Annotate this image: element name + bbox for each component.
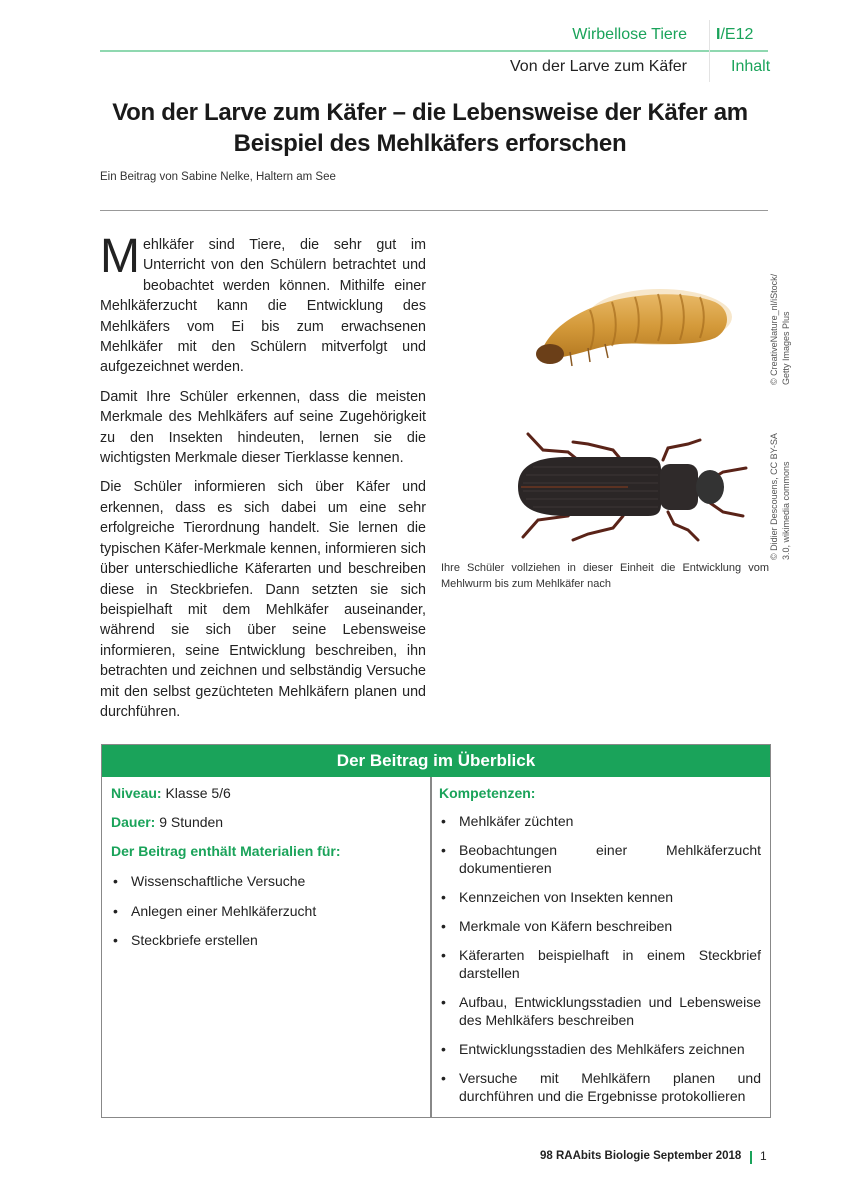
niveau-label: Niveau: (111, 785, 162, 801)
list-item: • Beobachtungen einer Mehlkäferzucht dokumentieren (439, 841, 761, 877)
list-item: • Versuche mit Mehlkäfern planen und durchführen und die Ergebnisse protokollieren (439, 1069, 761, 1105)
title-divider (100, 210, 768, 211)
intro-paragraph: Die Schüler informieren sich über Käfer und erkennen, dass es sich dabei um eine sehr erfolgreiche Tierordnung handelt. Sie lernen die typischen Käfer-Merkmale kennen, informieren sich über unterschiedliche Käferarten und beschreiben diese in Steckbriefen. Dann setzten sie sich beispielhaft mit dem Mehlkäfer auseinander, während sie sich über seine Lebensweise informieren, seine Entwicklung beschreiben, ihn betrachten und zeichnen und selbständig Versuche mit den selbst gezüchteten Mehlkäfern planen und durchführen. (100, 479, 426, 720)
header-code-suffix: /E12 (720, 26, 754, 43)
intro-paragraph: Damit Ihre Schüler erkennen, dass die meisten Merkmale des Mehlkäfers auf seine Zugehörigkeit zu den Insekten hindeuten, lernen sie die wichtigsten Merkmale dieser Tierklasse kennen. (100, 388, 426, 467)
image-caption: Ihre Schüler vollziehen in dieser Einheit die Entwicklung vom Mehlwurm bis zum Mehlkäfer nach (441, 562, 769, 590)
competencies-label: Kompetenzen: (439, 785, 536, 801)
overview-left-column (111, 783, 421, 961)
header-code-prefix: I (716, 26, 721, 43)
materials-list (111, 872, 421, 949)
list-item: • Merkmale von Käfern beschreiben (439, 917, 761, 935)
page-title: Von der Larve zum Käfer – die Lebensweise der Käfer am Beispiel des Mehlkäfers erforschen (112, 99, 748, 157)
intro-text (100, 230, 426, 731)
materials-label: Der Beitrag enthält Materialien für: (111, 843, 341, 859)
beetle-image-credit: © Didier Descouens, CC BY-SA 3.0, wikimedia commons (769, 433, 791, 560)
overview-heading: Der Beitrag im Überblick (102, 745, 770, 777)
mealworm-beetle-image (488, 412, 758, 552)
mealworm-larva-image (520, 262, 740, 377)
competencies-list (439, 812, 761, 1105)
intro-paragraph: Mehlkäfer sind Tiere, die sehr gut im Unterricht von den Schülern betrachtet und beobachtet werden können. Mithilfe einer Mehlkäferzucht kann die Entwicklung des Mehlkäfers vom Ei bis zum erwachsenen Mehlkäfer mit den Schülern mitverfolgt und aufgezeichnet werden. (100, 230, 426, 376)
footer-separator (750, 1151, 752, 1164)
overview-right-column (439, 783, 761, 1116)
page-number: 1 (760, 1149, 767, 1163)
overview-column-divider (430, 777, 432, 1117)
niveau-value: Klasse 5/6 (165, 785, 231, 801)
larva-image-credit: © CreativeNature_nl/iStock/ Getty Images Plus (769, 273, 791, 385)
list-item: • Entwicklungsstadien des Mehlkäfers zeichnen (439, 1040, 761, 1058)
list-item: • Kennzeichen von Insekten kennen (439, 888, 761, 906)
list-item: • Aufbau, Entwicklungsstadien und Lebensweise des Mehlkäfers beschreiben (439, 993, 761, 1029)
dauer-row (111, 812, 421, 832)
overview-box (101, 744, 771, 1118)
list-item: • Steckbriefe erstellen (111, 931, 421, 949)
dauer-value: 9 Stunden (159, 814, 224, 830)
byline: Ein Beitrag von Sabine Nelke, Haltern am See (100, 171, 336, 183)
header-section: Inhalt (731, 58, 771, 75)
list-item: • Anlegen einer Mehlkäferzucht (111, 902, 421, 920)
header-topic: Wirbellose Tiere (572, 26, 687, 43)
header-vertical-divider (709, 20, 710, 82)
list-item: • Wissenschaftliche Versuche (111, 872, 421, 890)
dauer-label: Dauer: (111, 814, 156, 830)
header-subtitle: Von der Larve zum Käfer (510, 58, 687, 75)
list-item: • Käferarten beispielhaft in einem Steckbrief darstellen (439, 946, 761, 982)
list-item: • Mehlkäfer züchten (439, 812, 761, 830)
niveau-row (111, 783, 421, 803)
header-rule (100, 50, 768, 52)
header-code (716, 26, 753, 44)
footer-publication: 98 RAAbits Biologie September 2018 (540, 1150, 742, 1162)
drop-cap: M (100, 230, 140, 283)
